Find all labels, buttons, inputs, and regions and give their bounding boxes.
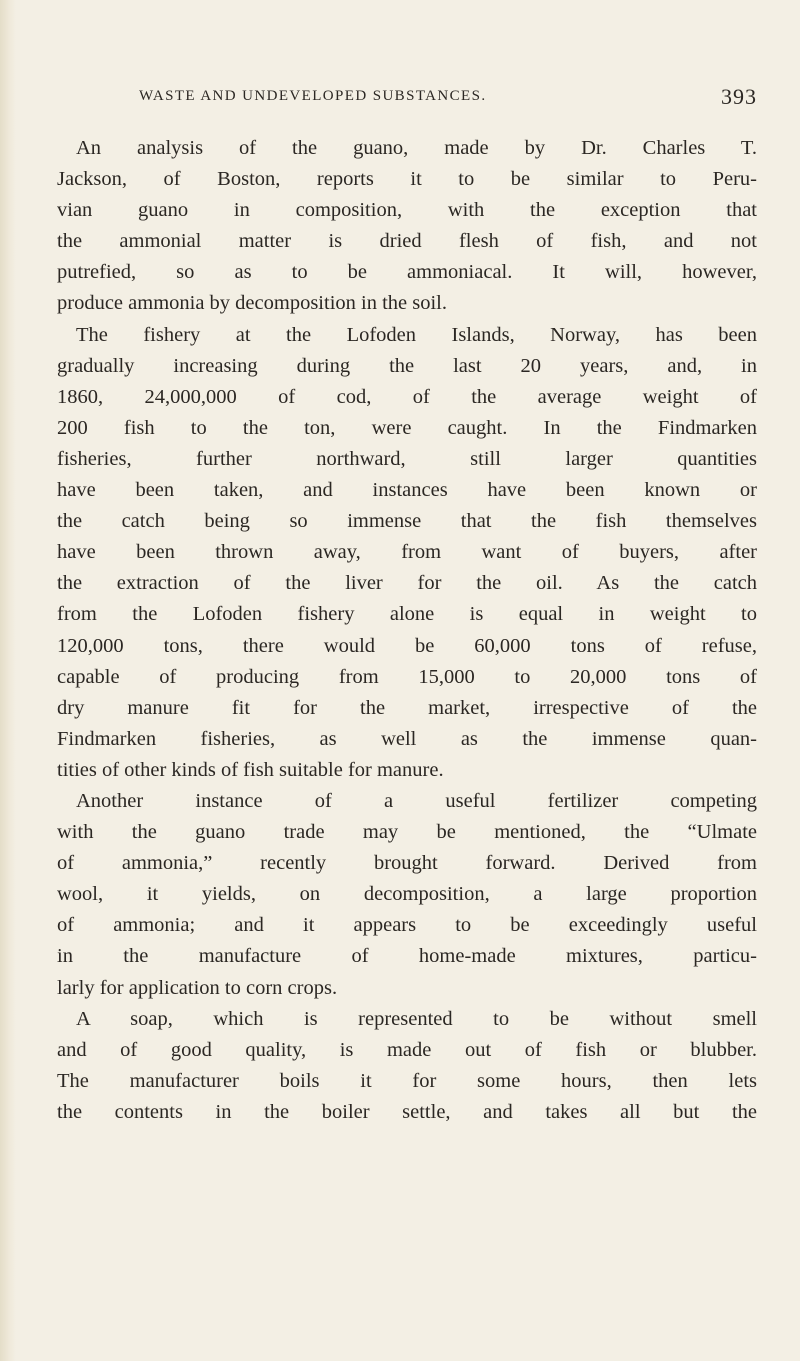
running-head (57, 84, 757, 118)
text-line: produce ammonia by decomposition in the soil. (57, 292, 448, 315)
text-line: have been thrown away, from want of buyers, after (57, 541, 757, 564)
text-line: Jackson, of Boston, reports it to be similar to Peru- (57, 168, 757, 191)
text-line: 200 fish to the ton, were caught. In the Findmarken (57, 416, 757, 439)
body-text (57, 133, 757, 1128)
text-line: 120,000 tons, there would be 60,000 tons of refuse, (57, 634, 757, 657)
text-line: in the manufacture of home-made mixtures, particu- (57, 945, 757, 968)
text-line: fisheries, further northward, still larger quantities (57, 447, 757, 470)
text-line: vian guano in composition, with the exception that (57, 199, 757, 222)
text-line: The manufacturer boils it for some hours, then lets (57, 1069, 757, 1092)
text-line: of ammonia; and it appears to be exceedingly useful (57, 914, 757, 937)
text-line: gradually increasing during the last 20 years, and, in (57, 354, 757, 377)
text-line: the extraction of the liver for the oil. As the catch (57, 572, 757, 595)
text-line: with the guano trade may be mentioned, the “Ulmate (57, 821, 757, 844)
text-line: larly for application to corn crops. (57, 976, 338, 999)
text-line: dry manure fit for the market, irrespective of the (57, 696, 757, 719)
text-line: The fishery at the Lofoden Islands, Norway, has been (76, 323, 757, 346)
text-line: the contents in the boiler settle, and takes all but the (57, 1100, 757, 1123)
text-line: A soap, which is represented to be without smell (76, 1007, 757, 1030)
text-line: tities of other kinds of fish suitable for manure. (57, 758, 444, 781)
text-line: Another instance of a useful fertilizer competing (76, 789, 757, 812)
page-number: 393 (721, 84, 757, 109)
text-line: of ammonia,” recently brought forward. Derived from (57, 852, 757, 875)
text-line: the catch being so immense that the fish themselves (57, 510, 757, 533)
text-line: An analysis of the guano, made by Dr. Charles T. (76, 137, 757, 159)
text-line: from the Lofoden fishery alone is equal in weight to (57, 603, 757, 626)
running-head-title: WASTE AND UNDEVELOPED SUBSTANCES. (139, 88, 487, 104)
text-line: putrefied, so as to be ammoniacal. It will, however, (57, 261, 757, 284)
page-gutter-shadow (0, 0, 16, 1361)
text-line: have been taken, and instances have been known or (57, 479, 757, 502)
text-line: wool, it yields, on decomposition, a large proportion (57, 883, 757, 906)
text-line: 1860, 24,000,000 of cod, of the average weight of (57, 385, 757, 408)
text-line: and of good quality, is made out of fish or blubber. (57, 1038, 757, 1061)
text-line: capable of producing from 15,000 to 20,000 tons of (57, 665, 757, 688)
text-line: Findmarken fisheries, as well as the immense quan- (57, 727, 757, 750)
text-line: the ammonial matter is dried flesh of fish, and not (57, 230, 757, 253)
